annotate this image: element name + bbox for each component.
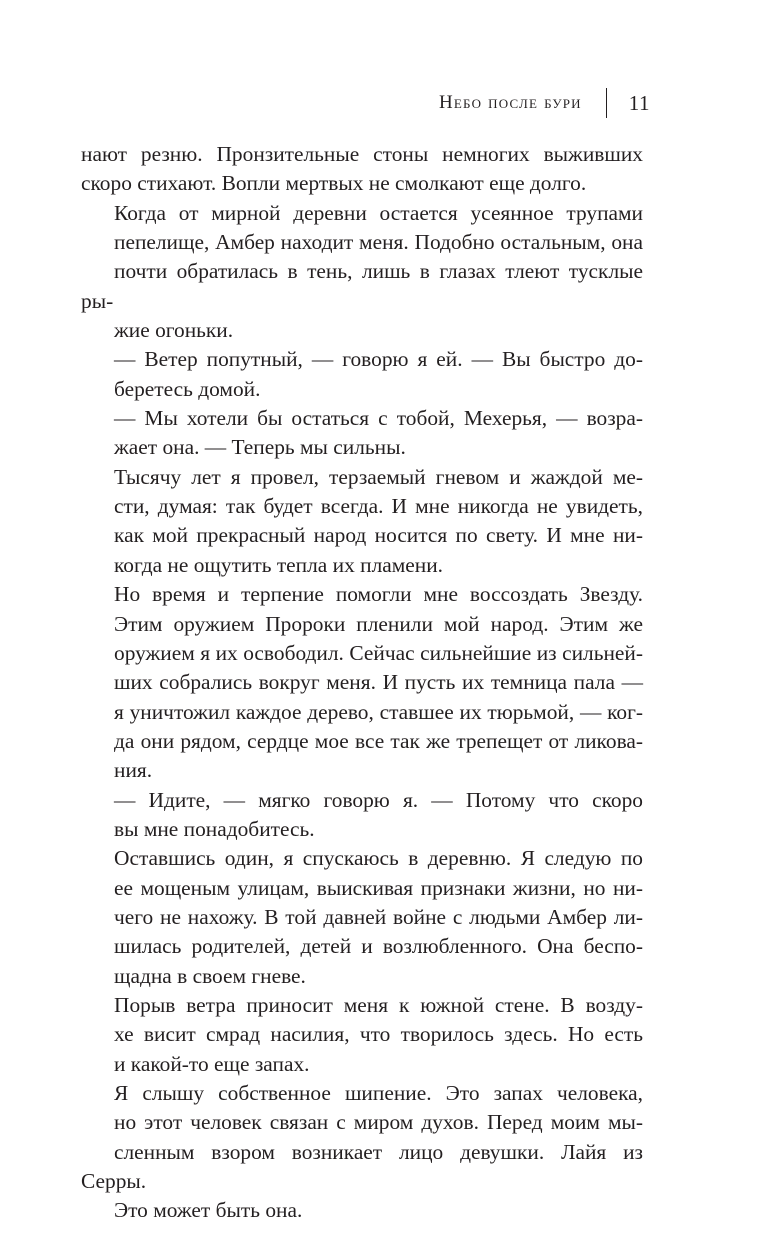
text-line: скоро стихают. Вопли мертвых не смолкают еще долго. (81, 171, 587, 196)
paragraph (81, 991, 643, 1079)
text-line: ших собрались вокруг меня. И пусть их темница пала — (114, 670, 643, 695)
text-line: да они рядом, сердце мое все так же трепещет от ликова- (114, 728, 643, 753)
text-line: щадна в своем гневе. (114, 963, 306, 988)
text-line: Но время и терпение помогли мне воссоздать Звезду. (114, 582, 643, 607)
paragraph (81, 580, 643, 785)
page-number: 11 (628, 90, 650, 115)
text-line: ее мощеным улицам, выискивая признаки жизни, но ни- (114, 875, 643, 900)
text-line: Это может быть она. (114, 1198, 303, 1223)
paragraph (81, 1079, 643, 1226)
text-line: — Мы хотели бы остаться с тобой, Мехерья, — возра- (114, 406, 643, 431)
running-title: Небо после бури (438, 92, 582, 113)
text-line: Когда от мирной деревни остается усеянное трупами (114, 200, 643, 225)
text-line: жие огоньки. (114, 318, 234, 343)
text-line: — Идите, — мягко говорю я. — Потому что скоро (114, 787, 643, 812)
text-line: как мой прекрасный народ носится по свету. И мне ни- (114, 523, 643, 548)
text-line: когда не ощутить тепла их пламени. (114, 552, 444, 577)
text-line: Этим оружием Пророки пленили мой народ. Этим же (114, 611, 643, 636)
paragraph (81, 404, 643, 463)
text-line: я уничтожил каждое дерево, ставшее их тюрьмой, — ког- (114, 699, 643, 724)
text-line: ния. (114, 758, 153, 783)
text-line: пепелище, Амбер находит меня. Подобно остальным, она (114, 230, 643, 255)
header-divider (606, 88, 607, 118)
text-line: и какой-то еще запах. (114, 1051, 310, 1076)
text-line: беретесь домой. (114, 376, 261, 401)
text-line: нают резню. Пронзительные стоны немногих выживших (81, 142, 643, 166)
text-line: жает она. — Теперь мы сильны. (114, 435, 406, 460)
paragraph (81, 140, 643, 199)
text-line: чего не нахожу. В той давней войне с людьми Амбер ли- (114, 904, 643, 929)
text-line: Тысячу лет я провел, терзаемый гневом и жаждой ме- (114, 464, 643, 489)
text-line: почти обратилась в тень, лишь в глазах тлеют тусклые ры- (81, 259, 643, 313)
text-line: хе висит смрад насилия, что творилось здесь. Но есть (114, 1022, 643, 1047)
text-line: Оставшись один, я спускаюсь в деревню. Я следую по (114, 846, 643, 871)
text-line: сленным взором возникает лицо девушки. Лайя из Серры. (81, 1139, 643, 1194)
text-line: Я слышу собственное шипение. Это запах человека, (114, 1081, 643, 1105)
paragraph (81, 345, 643, 404)
paragraph (81, 844, 643, 991)
paragraph (81, 786, 643, 845)
body-text (81, 140, 643, 1226)
text-line: — Ветер попутный, — говорю я ей. — Вы быстро до- (114, 347, 643, 372)
text-line: но этот человек связан с миром духов. Перед моим мы- (114, 1110, 643, 1135)
text-line: вы мне понадобитесь. (114, 816, 315, 841)
text-line: оружием я их освободил. Сейчас сильнейшие из сильней- (114, 640, 643, 665)
paragraph (81, 463, 643, 580)
text-line: шилась родителей, детей и возлюбленного. Она беспо- (114, 934, 643, 959)
running-head (439, 88, 650, 118)
paragraph (81, 199, 643, 346)
text-line: сти, думая: так будет всегда. И мне никогда не увидеть, (114, 494, 643, 519)
text-line: Порыв ветра приносит меня к южной стене. В возду- (114, 992, 643, 1017)
